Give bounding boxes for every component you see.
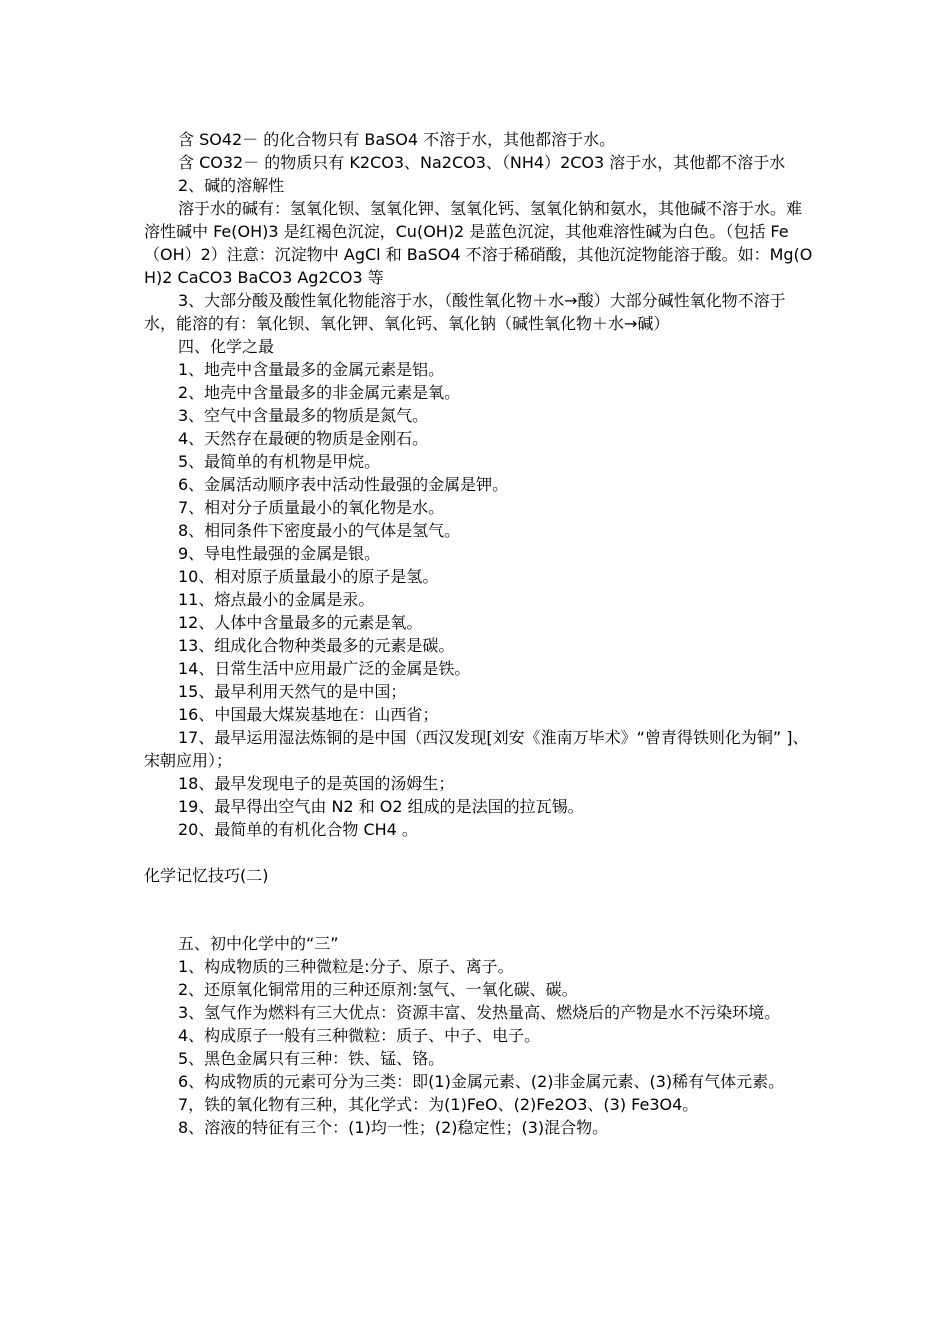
heading-chemistry-superlatives: 四、化学之最	[178, 337, 275, 356]
list-item: 3、氢气作为燃料有三大优点：资源丰富、发热量高、燃烧后的产物是水不污染环境。	[178, 1003, 781, 1022]
list-item: 4、构成原子一般有三种微粒：质子、中子、电子。	[178, 1026, 541, 1045]
list-item: 20、最简单的有机化合物 CH4 。	[178, 820, 418, 839]
document-body	[144, 128, 814, 1139]
list-item: 6、金属活动顺序表中活动性最强的金属是钾。	[178, 475, 509, 494]
paragraph-acid-oxides: 3、大部分酸及酸性氧化物能溶于水，（酸性氧化物＋水→酸）大部分碱性氧化物不溶于水，能溶的有：氧化钡、氧化钾、氧化钙、氧化钠（碱性氧化物＋水→碱）	[144, 291, 786, 333]
paragraph-sulfate: 含 SO42－ 的化合物只有 BaSO4 不溶于水，其他都溶于水。	[178, 130, 616, 149]
list-item: 8、相同条件下密度最小的气体是氢气。	[178, 521, 461, 540]
list-item: 11、熔点最小的金属是汞。	[178, 590, 375, 609]
paragraph-carbonate: 含 CO32－ 的物质只有 K2CO3、Na2CO3、（NH4）2CO3 溶于水，其他都不溶于水	[178, 153, 786, 172]
list-item: 15、最早利用天然气的是中国；	[178, 682, 407, 701]
list-item: 9、导电性最强的金属是银。	[178, 544, 381, 563]
list-item: 12、人体中含量最多的元素是氧。	[178, 613, 423, 632]
list-item: 8、溶液的特征有三个：(1)均一性；(2)稳定性；(3)混合物。	[178, 1118, 609, 1137]
list-item: 16、中国最大煤炭基地在：山西省；	[178, 705, 439, 724]
list-item: 2、地壳中含量最多的非金属元素是氧。	[178, 383, 461, 402]
list-item: 7，铁的氧化物有三种，其化学式：为(1)FeO、(2)Fe2O3、(3) Fe3O4。	[178, 1095, 699, 1114]
spacer	[144, 887, 814, 932]
list-item: 19、最早得出空气由 N2 和 O2 组成的是法国的拉瓦锡。	[178, 797, 584, 816]
section-title: 化学记忆技巧(二)	[144, 866, 269, 885]
list-item: 10、相对原子质量最小的原子是氢。	[178, 567, 439, 586]
list-item: 1、地壳中含量最多的金属元素是铝。	[178, 360, 445, 379]
heading-chemistry-threes: 五、初中化学中的“三”	[178, 934, 339, 953]
list-item: 14、日常生活中应用最广泛的金属是铁。	[178, 659, 471, 678]
list-item: 3、空气中含量最多的物质是氮气。	[178, 406, 429, 425]
heading-base-solubility: 2、碱的溶解性	[178, 176, 285, 195]
spacer	[144, 841, 814, 864]
list-item: 4、天然存在最硬的物质是金刚石。	[178, 429, 429, 448]
list-item: 1、构成物质的三种微粒是:分子、原子、离子。	[178, 957, 514, 976]
list-item: 7、相对分子质量最小的氧化物是水。	[178, 498, 445, 517]
list-item: 5、最简单的有机物是甲烷。	[178, 452, 381, 471]
list-item: 2、还原氧化铜常用的三种还原剂:氢气、一氧化碳、碳。	[178, 980, 578, 999]
list-item: 13、组成化合物种类最多的元素是碳。	[178, 636, 455, 655]
list-item: 5、黑色金属只有三种：铁、锰、铬。	[178, 1049, 445, 1068]
list-item: 17、最早运用湿法炼铜的是中国（西汉发现[刘安《淮南万毕术》“曾青得铁则化为铜” ]、宋朝应用）；	[144, 728, 809, 770]
list-item: 6、构成物质的元素可分为三类：即(1)金属元素、(2)非金属元素、(3)稀有气体元素。	[178, 1072, 785, 1091]
list-item: 18、最早发现电子的是英国的汤姆生；	[178, 774, 455, 793]
paragraph-base-solubility: 溶于水的碱有：氢氧化钡、氢氧化钾、氢氧化钙、氢氧化钠和氨水，其他碱不溶于水。难溶性碱中 Fe(OH)3 是红褐色沉淀，Cu(OH)2 是蓝色沉淀，其他难溶性碱为白色。（包括 Fe（OH）2）注意：沉淀物中 AgCl 和 BaSO4 不溶于稀硝酸，其他沉淀物能溶于酸。如：Mg(OH)2 CaCO3 BaCO3 Ag2CO3 等	[144, 199, 813, 287]
